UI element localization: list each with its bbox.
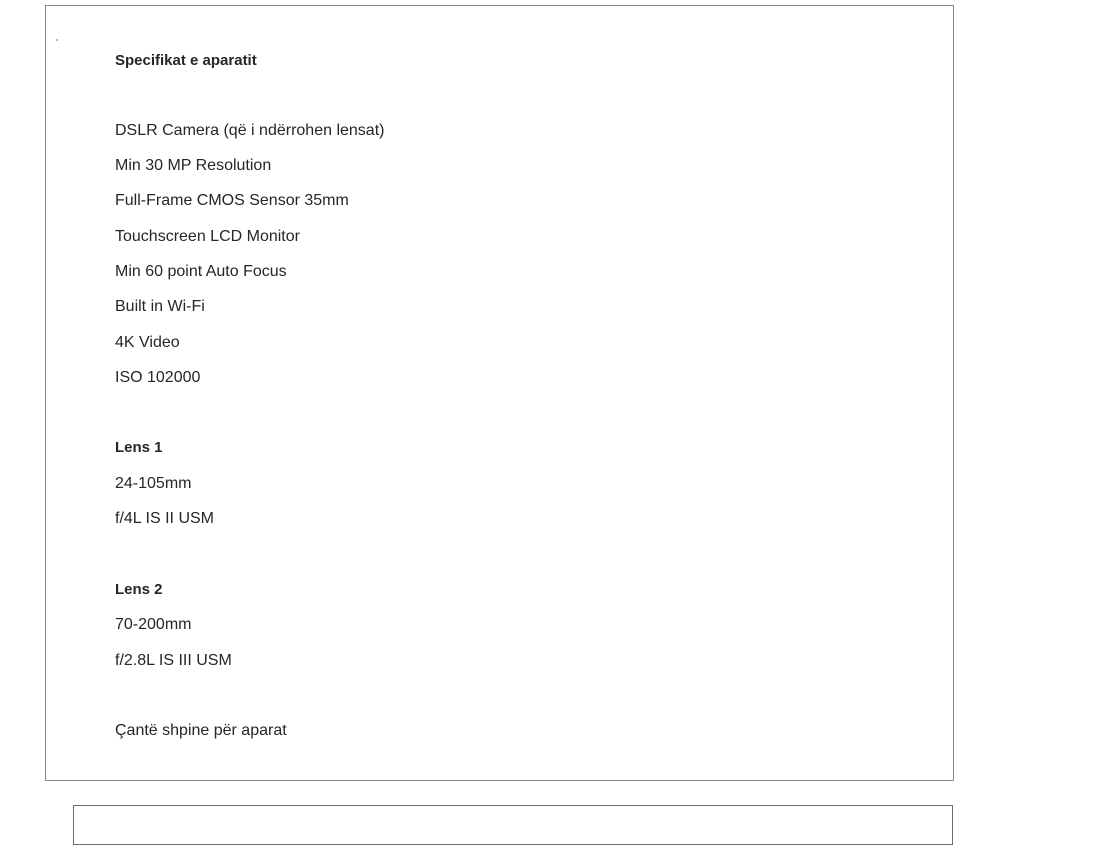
lens1-title: Lens 1 bbox=[115, 439, 163, 456]
document-page bbox=[45, 5, 954, 781]
spec-item: DSLR Camera (që i ndërrohen lensat) bbox=[115, 122, 385, 139]
lens2-focal-length: 70-200mm bbox=[115, 616, 192, 633]
spec-item: Min 30 MP Resolution bbox=[115, 157, 272, 174]
scan-speck bbox=[56, 39, 58, 41]
lens1-focal-length: 24-105mm bbox=[115, 475, 192, 492]
spec-item: Min 60 point Auto Focus bbox=[115, 263, 287, 280]
next-page-frame bbox=[73, 805, 953, 845]
lens2-model: f/2.8L IS III USM bbox=[115, 652, 232, 669]
spec-item: Full-Frame CMOS Sensor 35mm bbox=[115, 192, 349, 209]
lens2-title: Lens 2 bbox=[115, 581, 163, 598]
spec-item: ISO 102000 bbox=[115, 369, 201, 386]
backpack-item: Çantë shpine për aparat bbox=[115, 722, 287, 739]
spec-item: Built in Wi-Fi bbox=[115, 298, 205, 315]
spec-item: 4K Video bbox=[115, 334, 180, 351]
spec-item: Touchscreen LCD Monitor bbox=[115, 228, 300, 245]
page-title: Specifikat e aparatit bbox=[115, 52, 257, 69]
lens1-model: f/4L IS II USM bbox=[115, 510, 214, 527]
